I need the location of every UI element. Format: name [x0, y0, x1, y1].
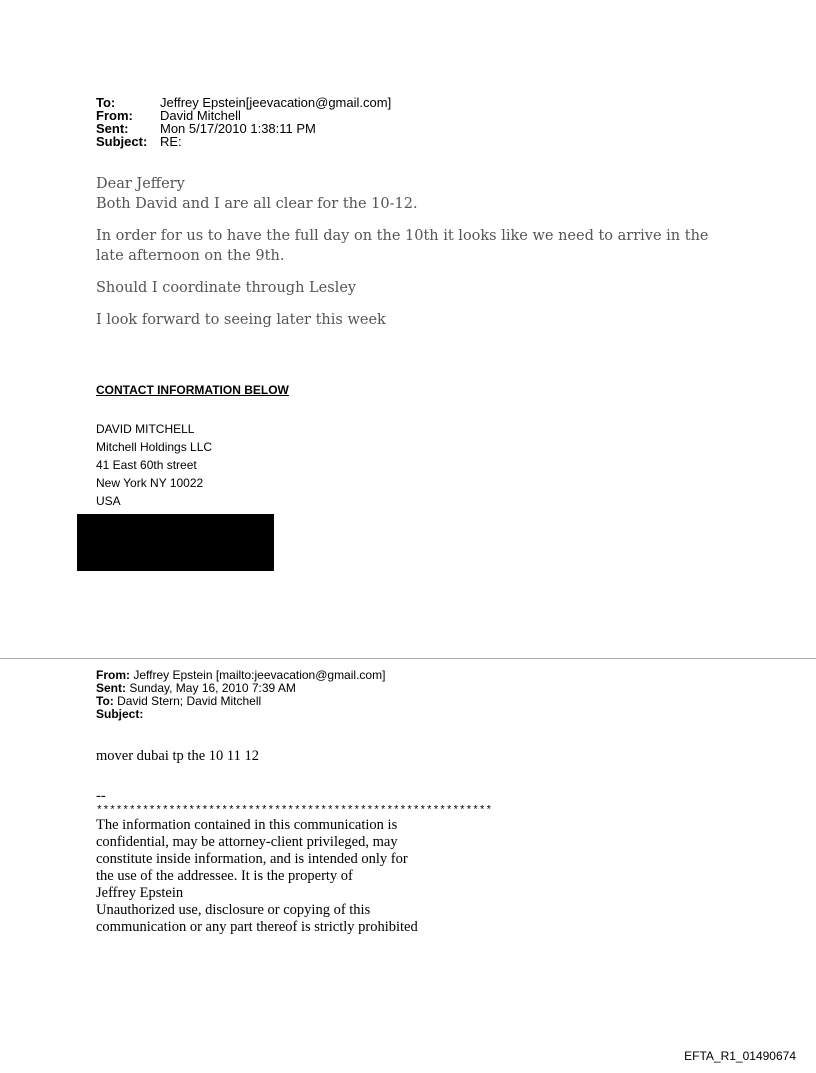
original-from-row: From: Jeffrey Epstein [mailto:jeevacation@gmail.com]: [96, 668, 386, 682]
subject-label: Subject:: [96, 134, 148, 149]
disclaimer-line: the use of the addressee. It is the property of: [96, 868, 353, 884]
disclaimer-line: confidential, may be attorney-client privileged, may: [96, 834, 398, 850]
header-to-row: [96, 96, 391, 109]
original-to-value: David Stern; David Mitchell: [113, 694, 262, 708]
header-subject-row: [96, 135, 391, 148]
signature-dashes: --: [96, 788, 106, 804]
subject-value: RE:: [160, 134, 182, 149]
from-label: From:: [96, 108, 133, 123]
message-line-1: Both David and I are all clear for the 10-12.: [96, 196, 418, 212]
original-subject-row: Subject:: [96, 707, 144, 721]
document-id: EFTA_R1_01490674: [684, 1049, 796, 1063]
disclaimer-line: The information contained in this communication is: [96, 817, 398, 833]
original-sent-value: Sunday, May 16, 2010 7:39 AM: [126, 681, 296, 695]
disclaimer-line: Unauthorized use, disclosure or copying of this: [96, 902, 371, 918]
from-value: David Mitchell: [160, 108, 241, 123]
contact-company: Mitchell Holdings LLC: [96, 440, 213, 454]
message-para-2: In order for us to have the full day on the 10th it looks like we need to arrive in the late afternoon on the 9th.: [96, 228, 709, 264]
original-sent-row: Sent: Sunday, May 16, 2010 7:39 AM: [96, 681, 296, 695]
sent-value: Mon 5/17/2010 1:38:11 PM: [160, 121, 316, 136]
disclaimer: [96, 817, 492, 936]
contact-city: New York NY 10022: [96, 476, 204, 490]
to-value: Jeffrey Epstein[jeevacation@gmail.com]: [160, 95, 392, 110]
greeting: Dear Jeffery: [96, 176, 185, 192]
contact-heading: CONTACT INFORMATION BELOW: [96, 383, 289, 397]
original-message: mover dubai tp the 10 11 12: [96, 748, 259, 764]
original-header: [96, 669, 385, 721]
redaction-box: [77, 514, 274, 571]
divider: [0, 658, 816, 659]
disclaimer-line: communication or any part thereof is strictly prohibited: [96, 919, 418, 935]
contact-block: [96, 420, 212, 510]
message-body: [96, 174, 736, 330]
contact-country: USA: [96, 494, 121, 508]
original-from-value: Jeffrey Epstein [mailto:jeevacation@gmail.com]: [130, 668, 386, 682]
sent-label: Sent:: [96, 121, 129, 136]
email-header: [96, 96, 391, 148]
message-para-3: Should I coordinate through Lesley: [96, 280, 357, 296]
contact-name: DAVID MITCHELL: [96, 422, 195, 436]
disclaimer-line: Jeffrey Epstein: [96, 885, 184, 901]
signature-stars: ************************************************************: [96, 805, 493, 817]
original-to-row: To: David Stern; David Mitchell: [96, 694, 262, 708]
contact-street: 41 East 60th street: [96, 458, 197, 472]
original-body: [96, 748, 492, 936]
message-para-4: I look forward to seeing later this week: [96, 312, 386, 328]
to-label: To:: [96, 95, 116, 110]
disclaimer-line: constitute inside information, and is intended only for: [96, 851, 408, 867]
